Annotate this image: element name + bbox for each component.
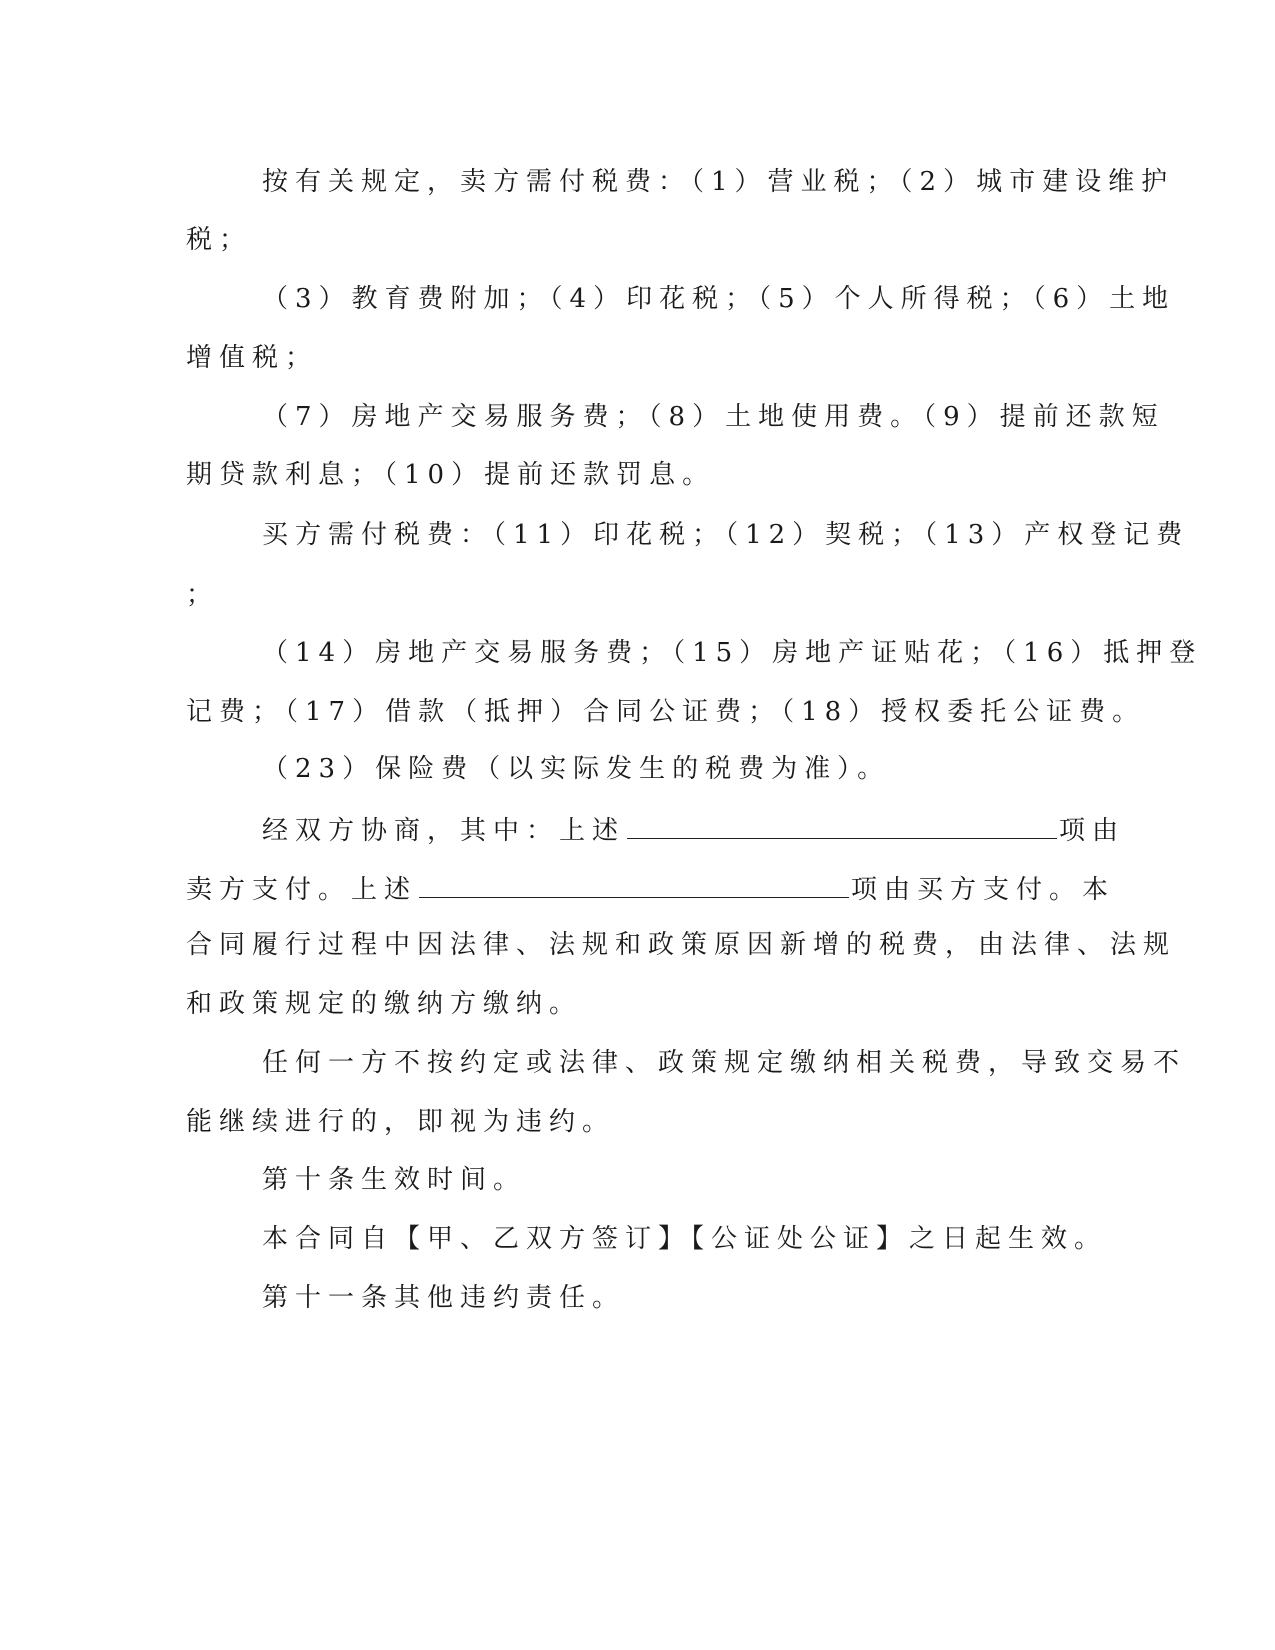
seller-taxes-line-3: （3）教育费附加；（4）印花税；（5）个人所得税；（6）土地 bbox=[262, 284, 1176, 314]
seller-taxes-line-6: 期贷款利息；（10）提前还款罚息。 bbox=[186, 460, 716, 490]
seller-taxes-line-5: （7）房地产交易服务费；（8）土地使用费。（9）提前还款短 bbox=[262, 402, 1165, 432]
negotiation-line-3: 合同履行过程中因法律、法规和政策原因新增的税费，由法律、法规 bbox=[186, 930, 1177, 960]
article-10-body: 本合同自【甲、乙双方签订】【公证处公证】之日起生效。 bbox=[262, 1224, 1108, 1254]
seller-taxes-line-2: 税； bbox=[186, 225, 253, 255]
seller-taxes-line-1: 按有关规定，卖方需付税费：（1）营业税；（2）城市建设维护 bbox=[262, 167, 1175, 197]
article-11-title: 第十一条其他违约责任。 bbox=[262, 1283, 626, 1313]
buyer-taxes-line-2: ； bbox=[186, 580, 220, 610]
negotiation-suffix-1: 项由 bbox=[1059, 816, 1126, 846]
article-10-title: 第十条生效时间。 bbox=[262, 1165, 527, 1195]
seller-taxes-line-4: 增值税； bbox=[186, 343, 319, 373]
negotiation-line-2 bbox=[186, 869, 1115, 908]
breach-line-1: 任何一方不按约定或法律、政策规定缴纳相关税费，导致交易不 bbox=[262, 1048, 1187, 1078]
negotiation-prefix-1: 经双方协商，其中：上述 bbox=[262, 816, 626, 846]
negotiation-suffix-2: 项由买方支付。本 bbox=[851, 875, 1116, 905]
buyer-taxes-line-3: （14）房地产交易服务费；（15）房地产证贴花；（16）抵押登 bbox=[262, 638, 1203, 668]
negotiation-line-4: 和政策规定的缴纳方缴纳。 bbox=[186, 989, 583, 1019]
buyer-taxes-line-1: 买方需付税费：（11）印花税；（12）契税；（13）产权登记费 bbox=[262, 520, 1190, 550]
negotiation-prefix-2: 卖方支付。上述 bbox=[186, 875, 418, 905]
negotiation-line-1 bbox=[262, 810, 1125, 849]
seller-items-blank[interactable] bbox=[627, 810, 1057, 839]
insurance-line: （23）保险费（以实际发生的税费为准）。 bbox=[262, 754, 891, 784]
breach-line-2: 能继续进行的，即视为违约。 bbox=[186, 1107, 616, 1137]
buyer-taxes-line-4: 记费；（17）借款（抵押）合同公证费；（18）授权委托公证费。 bbox=[186, 697, 1146, 727]
buyer-items-blank[interactable] bbox=[419, 869, 849, 898]
